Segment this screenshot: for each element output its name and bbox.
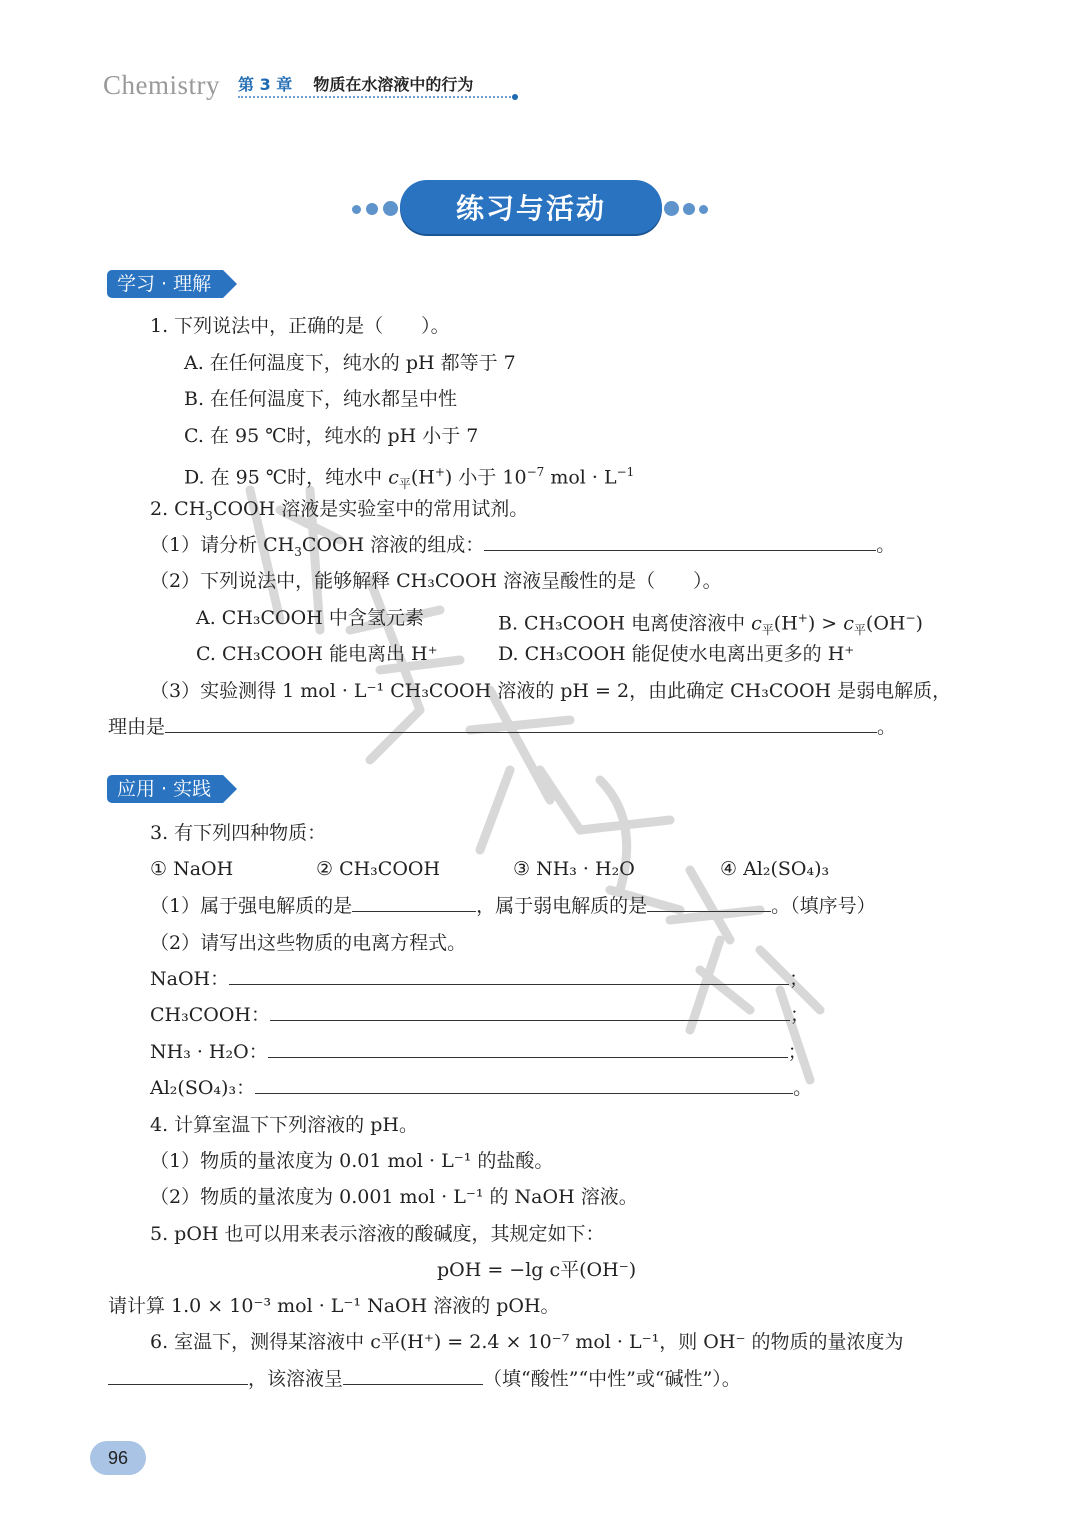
decor-dot: [664, 201, 679, 216]
brand-title: Chemistry: [103, 70, 220, 100]
q2-part1: （1）请分析 $CH_3COOH$ 溶液的组成： 。: [150, 534, 896, 559]
answer-blank[interactable]: [255, 1075, 793, 1094]
answer-blank[interactable]: [229, 966, 789, 985]
q5-stem: 5. pOH 也可以用来表示溶液的酸碱度，其规定如下：: [150, 1223, 605, 1245]
answer-blank[interactable]: [484, 532, 876, 551]
page-number: 96: [90, 1441, 146, 1475]
q6-tail: ，该溶液呈 （填“酸性”“中性”或“碱性”）。: [108, 1366, 741, 1392]
q2-part2: （2）下列说法中，能够解释 CH₃COOH 溶液呈酸性的是（ ）。: [150, 570, 722, 592]
q1-option-d: D. 在 95 ℃时，纯水中 $c_平(H^+)$ 小于 $10^{-7}$ mol · $L^{-1}$: [184, 465, 635, 492]
section-tag-apply: 应用 · 实践: [107, 775, 223, 803]
answer-blank[interactable]: [352, 893, 476, 912]
q4-part2: （2）物质的量浓度为 0.001 mol · L⁻¹ 的 NaOH 溶液。: [150, 1186, 638, 1208]
header-dotted-rule: [238, 96, 514, 98]
chapter-number: 第 3 章: [238, 75, 293, 94]
decor-dot: [699, 205, 708, 214]
q2-part3-reason: 理由是 。: [108, 716, 897, 738]
answer-blank[interactable]: [647, 893, 771, 912]
q3-stem: 3. 有下列四种物质：: [150, 822, 327, 844]
answer-blank[interactable]: [108, 1366, 248, 1385]
q6-stem: 6. 室温下，测得某溶液中 c平(H⁺) = 2.4 × 10⁻⁷ mol · L⁻¹，则 OH⁻ 的物质的量浓度为: [150, 1331, 904, 1353]
q2-option-a: A. CH₃COOH 中含氢元素: [196, 607, 424, 629]
q3-option-4: ④ Al₂(SO₄)₃: [720, 858, 830, 880]
q3-option-3: ③ NH₃ · H₂O: [513, 858, 635, 880]
decor-dot: [383, 201, 398, 216]
q1-option-b: B. 在任何温度下，纯水都呈中性: [184, 388, 458, 410]
answer-blank[interactable]: [165, 714, 877, 733]
decor-dot: [683, 203, 695, 215]
q2-stem: 2. $CH_3COOH$ 溶液是实验室中的常用试剂。: [150, 498, 529, 523]
q3-part1: （1）属于强电解质的是 ，属于弱电解质的是 。（填序号）: [150, 895, 876, 917]
q1-option-c: C. 在 95 ℃时，纯水的 pH 小于 7: [184, 425, 479, 447]
chapter-title: 物质在水溶液中的行为: [313, 75, 474, 94]
answer-blank[interactable]: [268, 1039, 788, 1058]
section-tag-understand: 学习 · 理解: [107, 270, 223, 298]
decor-dot: [352, 205, 361, 214]
q2-option-b: B. CH₃COOH 电离使溶液中 $c_平(H^+) > c_平(OH^-)$: [498, 611, 923, 638]
section-title: 练习与活动: [400, 180, 662, 234]
q3-eq-naoh: NaOH： ；: [150, 968, 809, 990]
q3-part2: （2）请写出这些物质的电离方程式。: [150, 932, 467, 954]
q3-eq-nh3h2o: NH₃ · H₂O： ；: [150, 1041, 807, 1063]
q1-stem: 1. 下列说法中，正确的是（ ）。: [150, 315, 450, 337]
answer-blank[interactable]: [270, 1002, 790, 1021]
chapter-heading: [238, 72, 473, 98]
q3-eq-al2so43: Al₂(SO₄)₃： 。: [150, 1077, 813, 1099]
answer-blank[interactable]: [343, 1366, 483, 1385]
q3-option-2: ② CH₃COOH: [316, 858, 441, 880]
q4-stem: 4. 计算室温下下列溶液的 pH。: [150, 1114, 418, 1136]
q3-eq-ch3cooh: CH₃COOH： ；: [150, 1004, 809, 1026]
header-dot: [512, 94, 518, 100]
q5-question: 请计算 1.0 × 10⁻³ mol · L⁻¹ NaOH 溶液的 pOH。: [108, 1295, 560, 1317]
q4-part1: （1）物质的量浓度为 0.01 mol · L⁻¹ 的盐酸。: [150, 1150, 554, 1172]
q1-option-a: A. 在任何温度下，纯水的 pH 都等于 7: [184, 352, 516, 374]
q2-option-c: C. CH₃COOH 能电离出 H⁺: [196, 643, 438, 665]
q2-option-d: D. CH₃COOH 能促使水电离出更多的 H⁺: [498, 643, 855, 665]
q2-part3: （3）实验测得 1 mol · L⁻¹ CH₃COOH 溶液的 pH = 2，由此确定 CH₃COOH 是弱电解质，: [150, 680, 952, 702]
decor-dot: [366, 203, 378, 215]
q5-formula: pOH = −lg c平(OH⁻): [437, 1259, 637, 1281]
q3-option-1: ① NaOH: [150, 858, 234, 880]
